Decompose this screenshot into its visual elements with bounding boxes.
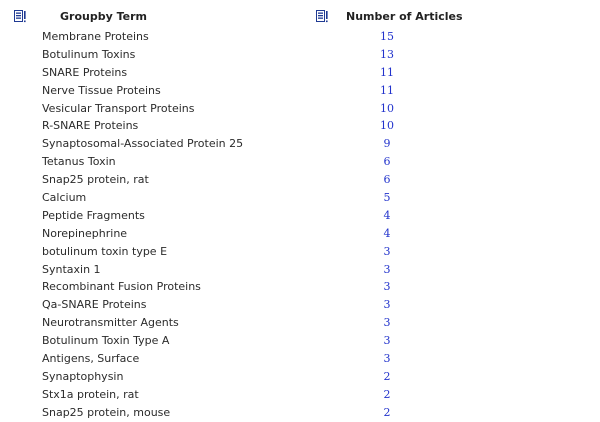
term-label: Synaptosomal-Associated Protein 25	[42, 137, 244, 151]
table-row	[0, 117, 600, 135]
article-count-link[interactable]: 4	[383, 208, 391, 222]
term-label: Qa-SNARE Proteins	[42, 298, 147, 312]
term-label: Membrane Proteins	[42, 30, 149, 43]
term-label: Norepinephrine	[42, 226, 128, 240]
column-header-count[interactable]: Number of Articles	[346, 10, 463, 23]
table-row	[0, 46, 600, 64]
article-count-link[interactable]: 11	[380, 65, 394, 79]
table-row	[0, 278, 600, 296]
article-count-link[interactable]: 2	[383, 405, 391, 419]
article-count-link[interactable]: 3	[383, 352, 391, 366]
table-row	[0, 171, 600, 189]
table-row	[0, 153, 600, 171]
term-label: botulinum toxin type E	[42, 244, 168, 258]
article-count-link[interactable]: 6	[383, 173, 391, 187]
article-count-link[interactable]: 11	[380, 83, 394, 97]
term-label: Syntaxin 1	[42, 262, 101, 276]
sort-icon[interactable]	[316, 10, 328, 23]
article-count-link[interactable]: 4	[383, 226, 391, 240]
article-count-link[interactable]: 6	[383, 155, 391, 169]
column-header-term[interactable]: Groupby Term	[60, 10, 147, 23]
table-row	[0, 296, 600, 314]
table-row	[0, 28, 600, 46]
article-count-link[interactable]: 3	[383, 262, 391, 276]
table-row	[0, 82, 600, 100]
term-label: Recombinant Fusion Proteins	[42, 280, 201, 294]
term-label: Neurotransmitter Agents	[42, 316, 179, 330]
term-label: Synaptophysin	[42, 369, 124, 383]
term-label: Calcium	[42, 191, 87, 205]
article-count-link[interactable]: 3	[383, 316, 391, 330]
article-count-link[interactable]: 3	[383, 298, 391, 312]
table-row	[0, 207, 600, 225]
article-count-link[interactable]: 2	[383, 387, 391, 401]
table-row	[0, 100, 600, 118]
article-count-link[interactable]: 2	[383, 369, 391, 383]
table-row	[0, 332, 600, 350]
sort-icon[interactable]	[14, 10, 26, 23]
table-row	[0, 64, 600, 82]
table-row	[0, 225, 600, 243]
table-row	[0, 368, 600, 386]
article-count-link[interactable]: 3	[383, 280, 391, 294]
table-row	[0, 386, 600, 404]
article-count-link[interactable]: 3	[383, 334, 391, 348]
term-label: SNARE Proteins	[42, 65, 128, 79]
article-count-link[interactable]: 10	[380, 101, 394, 115]
term-label: Nerve Tissue Proteins	[42, 83, 161, 97]
article-count-link[interactable]: 13	[380, 47, 394, 61]
article-count-link[interactable]: 3	[383, 244, 391, 258]
term-label: Peptide Fragments	[42, 208, 145, 222]
term-label: R-SNARE Proteins	[42, 119, 139, 133]
term-label: Vesicular Transport Proteins	[42, 101, 195, 115]
article-count-link[interactable]: 5	[383, 191, 391, 205]
term-label: Botulinum Toxins	[42, 47, 136, 61]
table-row	[0, 314, 600, 332]
table-row	[0, 135, 600, 153]
term-label: Tetanus Toxin	[42, 155, 116, 169]
term-label: Botulinum Toxin Type A	[42, 334, 170, 348]
term-label: Stx1a protein, rat	[42, 387, 139, 401]
term-label: Snap25 protein, rat	[42, 173, 149, 187]
table-row	[0, 261, 600, 279]
article-count-link[interactable]: 9	[383, 137, 391, 151]
table-row	[0, 243, 600, 261]
article-count-link[interactable]: 15	[380, 30, 394, 43]
table-row	[0, 189, 600, 207]
results-table	[0, 28, 600, 422]
table-row	[0, 404, 600, 422]
article-count-link[interactable]: 10	[380, 119, 394, 133]
term-label: Antigens, Surface	[42, 352, 140, 366]
term-label: Snap25 protein, mouse	[42, 405, 171, 419]
table-row	[0, 350, 600, 368]
